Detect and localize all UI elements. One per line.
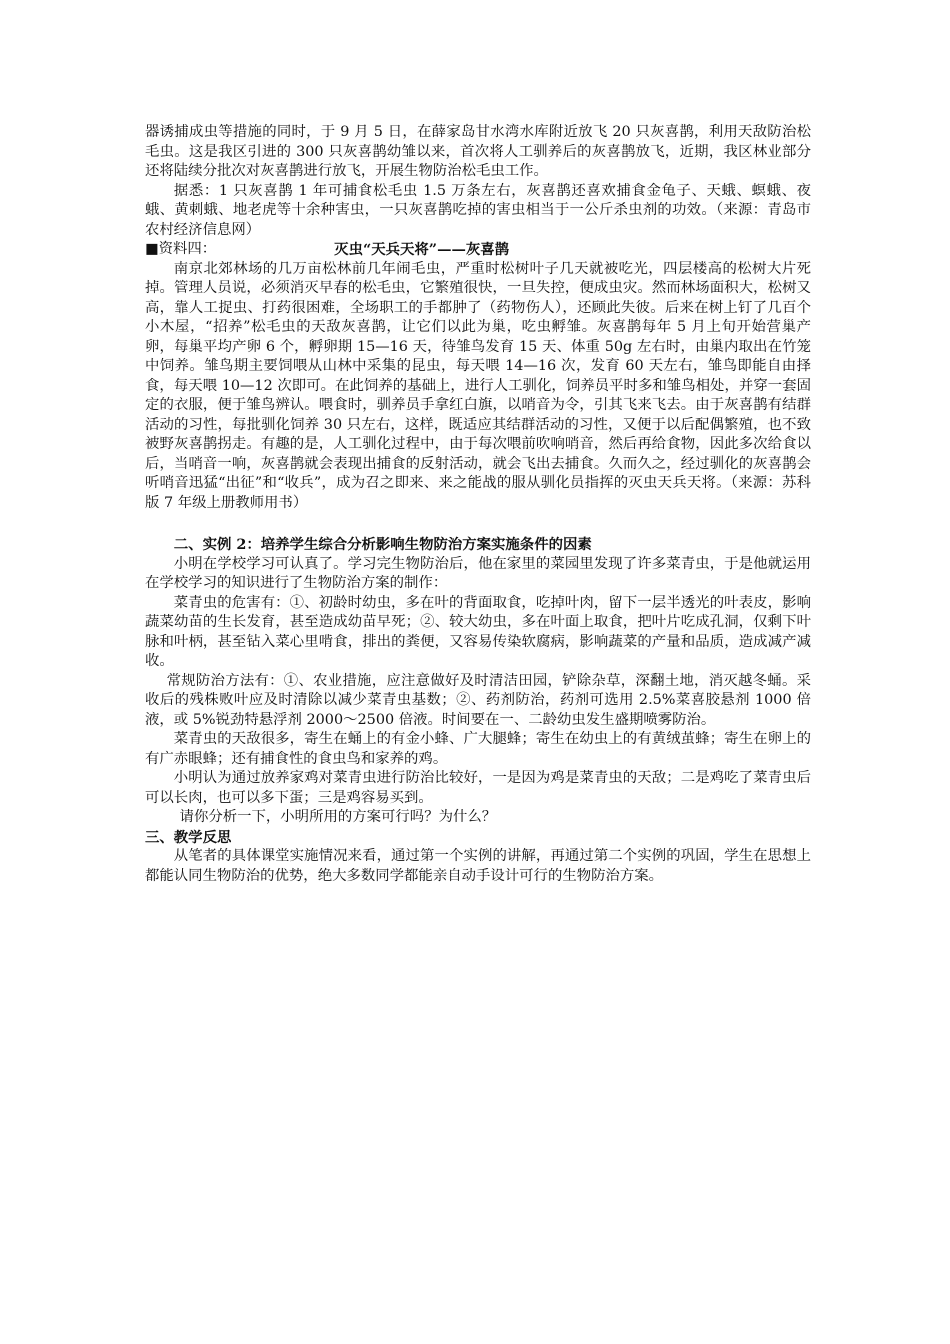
- paragraph-efficacy: 据悉：1 只灰喜鹊 1 年可捕食松毛虫 1.5 万条左右，灰喜鹊还喜欢捕食金龟子、天蛾、螟蛾、夜蛾、黄刺蛾、地老虎等十余种害虫，一只灰喜鹊吃掉的害虫相当于一公斤杀虫剂的功效。（来源：青岛市农村经济信息网）: [145, 182, 811, 238]
- material-four-label: ■资料四：: [145, 241, 217, 257]
- paragraph-question: 请你分析一下，小明所用的方案可行吗？为什么？: [179, 809, 497, 825]
- material-four-heading: [145, 240, 811, 260]
- material-four-title: 灭虫“天兵天将”——灰喜鹊: [334, 241, 510, 258]
- paragraph-xiaoming-intro: 小明在学校学习可认真了。学习完生物防治后，他在家里的菜园里发现了许多菜青虫，于是他就运用在学校学习的知识进行了生物防治方案的制作：: [145, 555, 811, 591]
- paragraph-pest-harm: 菜青虫的危害有：①、初龄时幼虫，多在叶的背面取食，吃掉叶肉，留下一层半透光的叶表皮，影响蔬菜幼苗的生长发育，甚至造成幼苗早死；②、较大幼虫，多在叶面上取食，把叶片吃成孔洞，仅剩下叶脉和叶柄，甚至钻入菜心里啃食，排出的粪便，又容易传染软腐病，影响蔬菜的产量和品质，造成减产减收。: [145, 594, 811, 669]
- paragraph-natural-enemies: 菜青虫的天敌很多，寄生在蛹上的有金小蜂、广大腿蜂；寄生在幼虫上的有黄绒茧蜂；寄生在卵上的有广赤眼蜂；还有捕食性的食虫鸟和家养的鸡。: [145, 731, 811, 767]
- paragraph-release-birds: 器诱捕成虫等措施的同时，于 9 月 5 日，在薛家岛甘水湾水库附近放飞 20 只灰喜鹊，利用天敌防治松毛虫。这是我区引进的 300 只灰喜鹊幼雏以来，首次将人工驯养后的灰喜鹊放飞，近期，我区林业部分还将陆续分批次对灰喜鹊进行放飞，开展生物防治松毛虫工作。: [145, 124, 811, 179]
- section-three-heading: 三、教学反思: [145, 828, 232, 846]
- paragraph-control-methods: 常规防治方法有：①、农业措施，应注意做好及时清洁田园，铲除杂草，深翻土地，消灭越冬蛹。采收后的残株败叶应及时清除以减少菜青虫基数；②、药剂防治，药剂可选用 2.5%菜喜胶悬剂 1000 倍液，或 5%锐劲特悬浮剂 2000～2500 倍液。时间要在一、二龄幼虫发生盛期喷雾防治。: [145, 672, 811, 728]
- paragraph-chicken-plan: 小明认为通过放养家鸡对菜青虫进行防治比较好，一是因为鸡是菜青虫的天敌；二是鸡吃了菜青虫后可以长肉，也可以多下蛋；三是鸡容易买到。: [145, 770, 811, 806]
- paragraph-nanjing-forest: 南京北郊林场的几万亩松林前几年闹毛虫，严重时松树叶子几天就被吃光，四层楼高的松树大片死掉。管理人员说，必须消灭早春的松毛虫，它繁殖很快，一旦失控，便成虫灾。然而林场面积大，松树又高，靠人工捉虫、打药很困难，全场职工的手都肿了（药物伤人），还顾此失彼。后来在树上钉了几百个小木屋，“招养”松毛虫的天敌灰喜鹊，让它们以此为巢，吃虫孵雏。灰喜鹊每年 5 月上旬开始营巢产卵，每巢平均产卵 6 个，孵卵期 15—16 天，待雏鸟发育 15 天、体重 50g 左右时，由巢内取出在竹笼中饲养。雏鸟期主要饲喂从山林中采集的昆虫，每天喂 14—16 次，发育 60 天左右，雏鸟即能自由择食，每天喂 10—12 次即可。在此饲养的基础上，进行人工驯化，饲养员平时多和雏鸟相处，并穿一套固定的衣服，便于雏鸟辨认。喂食时，驯养员手拿红白旗，以哨音为令，引其飞来飞去。由于灰喜鹊有结群活动的习性，每批驯化饲养 30 只左右，这样，既适应其结群活动的习性，又便于以后配偶繁殖，也不致被野灰喜鹊拐走。有趣的是，人工驯化过程中，由于每次喂前吹响哨音，然后再给食物，因此多次给食以后，当哨音一响，灰喜鹊就会表现出捕食的反射活动，就会飞出去捕食。久而久之，经过驯化的灰喜鹊会听哨音迅猛“出征”和“收兵”，成为召之即来、来之能战的服从驯化员指挥的灭虫天兵天将。（来源：苏科版 7 年级上册教师用书）: [145, 260, 811, 511]
- section-two-heading: 二、实例 2：培养学生综合分析影响生物防治方案实施条件的因素: [173, 536, 592, 553]
- paragraph-reflection: 从笔者的具体课堂实施情况来看，通过第一个实例的讲解，再通过第二个实例的巩固，学生在思想上都能认同生物防治的优势，绝大多数同学都能亲自动手设计可行的生物防治方案。: [145, 848, 811, 884]
- document-page: [145, 123, 811, 886]
- blank-line: [145, 513, 811, 535]
